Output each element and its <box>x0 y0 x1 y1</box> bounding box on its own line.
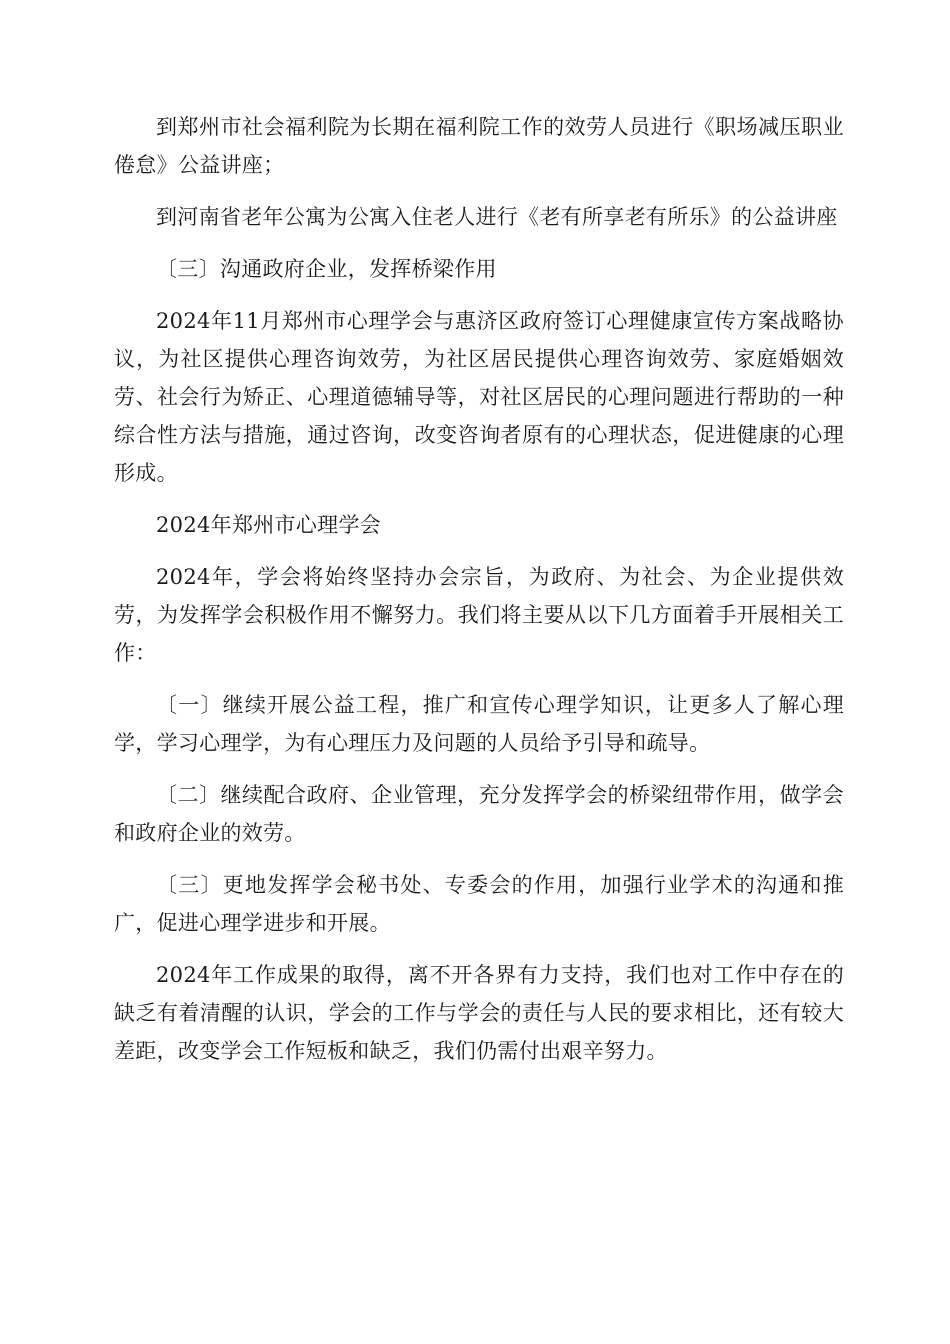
paragraph-conclusion: 2024年工作成果的取得，离不开各界有力支持，我们也对工作中存在的缺乏有着清醒的认识，学会的工作与学会的责任与人民的要求相比，还有较大差距，改变学会工作短板和缺乏，我们仍需付出艰辛努力。 <box>114 963 844 1063</box>
paragraph-work-plan-intro: 2024年，学会将始终坚持办会宗旨，为政府、为社会、为企业提供效劳，为发挥学会积极作用不懈努力。我们将主要从以下几方面着手开展相关工作： <box>114 565 844 665</box>
list-item-government-cooperation: 〔二〕继续配合政府、企业管理，充分发挥学会的桥梁纽带作用，做学会和政府企业的效劳。 <box>114 783 844 845</box>
paragraph-elderly-lecture: 到河南省老年公寓为公寓入住老人进行《老有所享老有所乐》的公益讲座 <box>156 205 838 229</box>
list-item-public-welfare: 〔一〕继续开展公益工程，推广和宣传心理学知识，让更多人了解心理学，学习心理学，为有心理压力及问题的人员给予引导和疏导。 <box>114 693 844 755</box>
section-heading-bridge-role: 〔三〕沟通政府企业，发挥桥梁作用 <box>156 257 497 281</box>
document-body <box>114 108 844 1084</box>
paragraph-strategic-agreement: 2024年11月郑州市心理学会与惠济区政府签订心理健康宣传方案战略协议，为社区提供心理咨询效劳，为社区居民提供心理咨询效劳、家庭婚姻效劳、社会行为矫正、心理道德辅导等，对社区居民的心理问题进行帮助的一种综合性方法与措施，通过咨询，改变咨询者原有的心理状态，促进健康的心理形成。 <box>114 309 844 485</box>
paragraph-society-name: 2024年郑州市心理学会 <box>156 513 382 537</box>
paragraph-welfare-lecture: 到郑州市社会福利院为长期在福利院工作的效劳人员进行《职场减压职业倦怠》公益讲座； <box>114 115 844 177</box>
list-item-secretariat-role: 〔三〕更地发挥学会秘书处、专委会的作用，加强行业学术的沟通和推广，促进心理学进步和开展。 <box>114 873 844 935</box>
